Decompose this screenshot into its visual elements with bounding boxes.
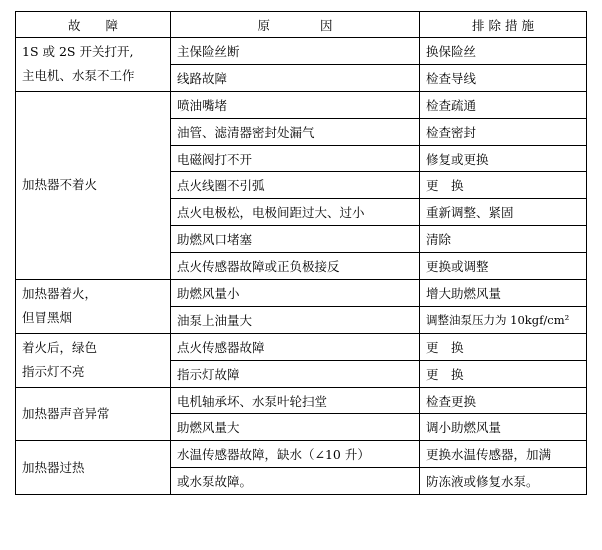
remedy-cell: 修复或更换 xyxy=(420,145,587,172)
table-row xyxy=(16,280,587,307)
remedy-cell: 检查疏通 xyxy=(420,91,587,118)
remedy-cell: 增大助燃风量 xyxy=(420,280,587,307)
table-row xyxy=(16,38,587,65)
remedy-cell: 检查更换 xyxy=(420,387,587,414)
table-row xyxy=(16,441,587,468)
troubleshooting-document xyxy=(15,11,586,495)
cause-cell: 电磁阀打不开 xyxy=(171,145,420,172)
troubleshooting-table xyxy=(15,11,587,495)
cause-cell: 电机轴承坏、水泵叶轮扫堂 xyxy=(171,387,420,414)
remedy-cell: 防冻液或修复水泵。 xyxy=(420,468,587,495)
fault-text: 但冒黑烟 xyxy=(22,310,73,326)
fault-text: 1S 或 2S 开关打开, xyxy=(22,44,134,60)
fault-cell xyxy=(16,280,171,334)
header-remedy: 排 除 措 施 xyxy=(420,12,587,38)
cause-cell: 点火传感器故障 xyxy=(171,333,420,360)
header-row xyxy=(16,12,587,38)
table-row xyxy=(16,333,587,360)
fault-cell xyxy=(16,441,171,495)
remedy-cell: 更 换 xyxy=(420,172,587,199)
cause-cell: 油管、滤清器密封处漏气 xyxy=(171,118,420,145)
cause-cell: 喷油嘴堵 xyxy=(171,91,420,118)
fault-text: 加热器过热 xyxy=(22,459,85,475)
remedy-cell: 换保险丝 xyxy=(420,38,587,65)
cause-cell: 指示灯故障 xyxy=(171,360,420,387)
remedy-cell: 清除 xyxy=(420,226,587,253)
remedy-cell: 更换或调整 xyxy=(420,253,587,280)
table-row xyxy=(16,387,587,414)
fault-text: 着火后，绿色 xyxy=(22,340,98,356)
header-cause: 原 因 xyxy=(171,12,420,38)
cause-cell: 点火电极松，电极间距过大、过小 xyxy=(171,199,420,226)
remedy-cell: 更 换 xyxy=(420,333,587,360)
cause-cell: 助燃风量大 xyxy=(171,414,420,441)
table-row xyxy=(16,91,587,118)
header-fault: 故 障 xyxy=(16,12,171,38)
fault-cell xyxy=(16,387,171,441)
remedy-cell: 重新调整、紧固 xyxy=(420,199,587,226)
cause-cell: 助燃风口堵塞 xyxy=(171,226,420,253)
remedy-cell: 调小助燃风量 xyxy=(420,414,587,441)
fault-text: 加热器声音异常 xyxy=(22,405,110,421)
fault-text: 主电机、水泵不工作 xyxy=(22,68,135,84)
fault-cell xyxy=(16,91,171,279)
fault-text: 加热器不着火 xyxy=(22,177,98,193)
remedy-cell: 检查导线 xyxy=(420,64,587,91)
fault-cell xyxy=(16,38,171,92)
fault-cell xyxy=(16,333,171,387)
remedy-cell: 调整油泵压力为 10kgf/cm² xyxy=(420,306,587,333)
fault-text: 加热器着火， xyxy=(22,286,98,302)
cause-cell: 助燃风量小 xyxy=(171,280,420,307)
cause-cell: 点火传感器故障或正负极接反 xyxy=(171,253,420,280)
cause-cell: 水温传感器故障，缺水（∠10 升） xyxy=(171,441,420,468)
remedy-cell: 检查密封 xyxy=(420,118,587,145)
cause-cell: 线路故障 xyxy=(171,64,420,91)
cause-cell: 油泵上油量大 xyxy=(171,306,420,333)
cause-cell: 或水泵故障。 xyxy=(171,468,420,495)
remedy-cell: 更换水温传感器，加满 xyxy=(420,441,587,468)
remedy-cell: 更 换 xyxy=(420,360,587,387)
fault-text: 指示灯不亮 xyxy=(22,364,85,380)
cause-cell: 主保险丝断 xyxy=(171,38,420,65)
cause-cell: 点火线圈不引弧 xyxy=(171,172,420,199)
